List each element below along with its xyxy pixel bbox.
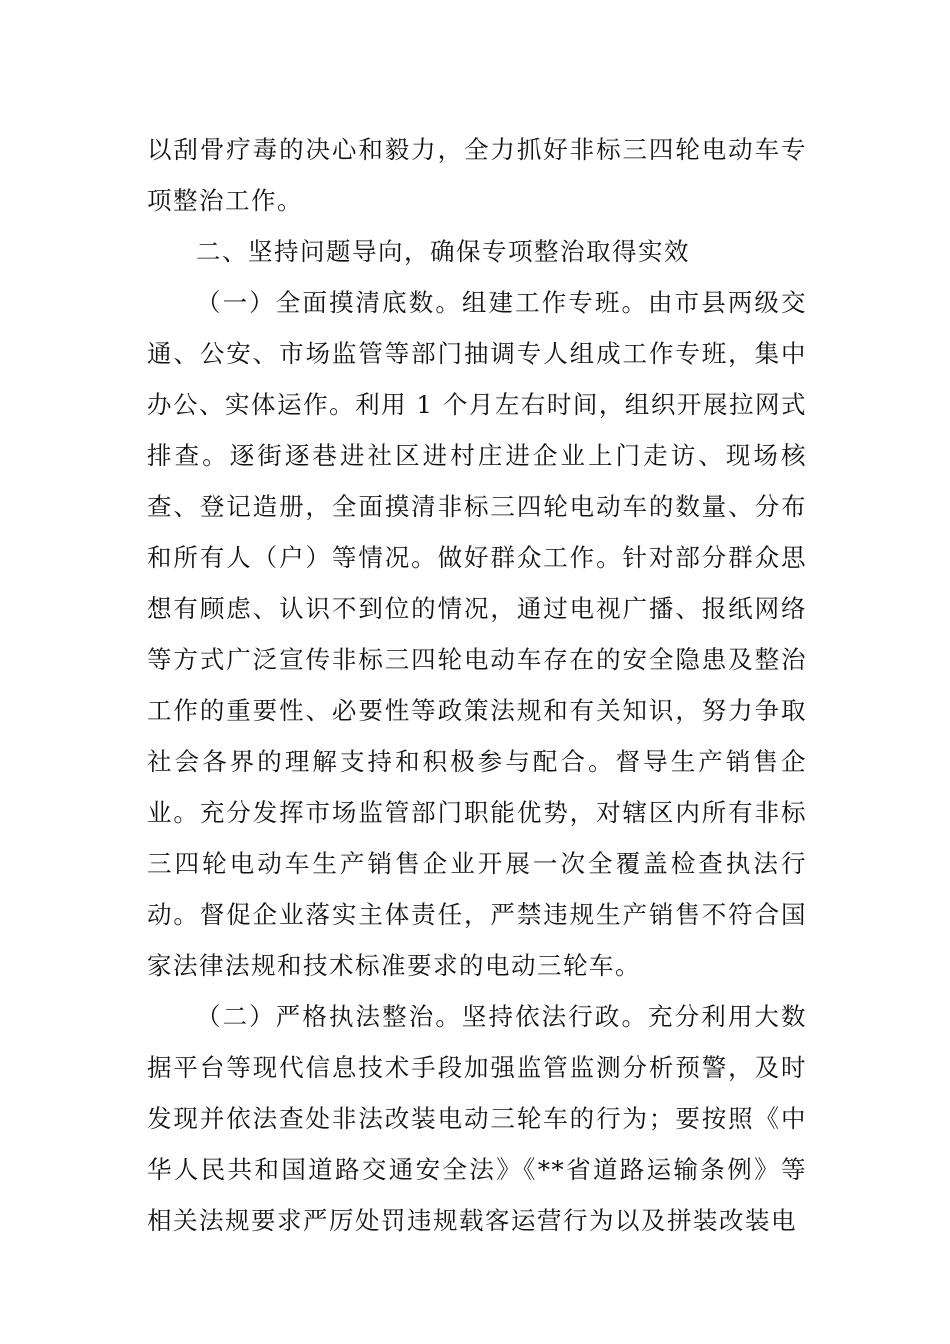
document-body <box>147 124 807 1246</box>
paragraph-survey: （一）全面摸清底数。组建工作专班。由市县两级交通、公安、市场监管等部门抽调专人组成工作专班，集中办公、实体运作。利用 1 个月左右时间，组织开展拉网式排查。逐街逐巷进社区进村庄进企业上门走访、现场核查、登记造册，全面摸清非标三四轮电动车的数量、分布和所有人（户）等情况。做好群众工作。针对部分群众思想有顾虑、认识不到位的情况，通过电视广播、报纸网络等方式广泛宣传非标三四轮电动车存在的安全隐患及整治工作的重要性、必要性等政策法规和有关知识，努力争取社会各界的理解支持和积极参与配合。督导生产销售企业。充分发挥市场监管部门职能优势，对辖区内所有非标三四轮电动车生产销售企业开展一次全覆盖检查执法行动。督促企业落实主体责任，严禁违规生产销售不符合国家法律法规和技术标准要求的电动三轮车。 <box>147 288 807 980</box>
paragraph-enforcement: （二）严格执法整治。坚持依法行政。充分利用大数据平台等现代信息技术手段加强监管监测分析预警，及时发现并依法查处非法改装电动三轮车的行为；要按照《中华人民共和国道路交通安全法》《**省道路运输条例》等相关法规要求严厉处罚违规载客运营行为以及拼装改装电 <box>147 1002 807 1235</box>
paragraph-continuation: 以刮骨疗毒的决心和毅力，全力抓好非标三四轮电动车专项整治工作。 <box>147 135 807 215</box>
section-heading: 二、坚持问题导向，确保专项整治取得实效 <box>196 237 690 266</box>
